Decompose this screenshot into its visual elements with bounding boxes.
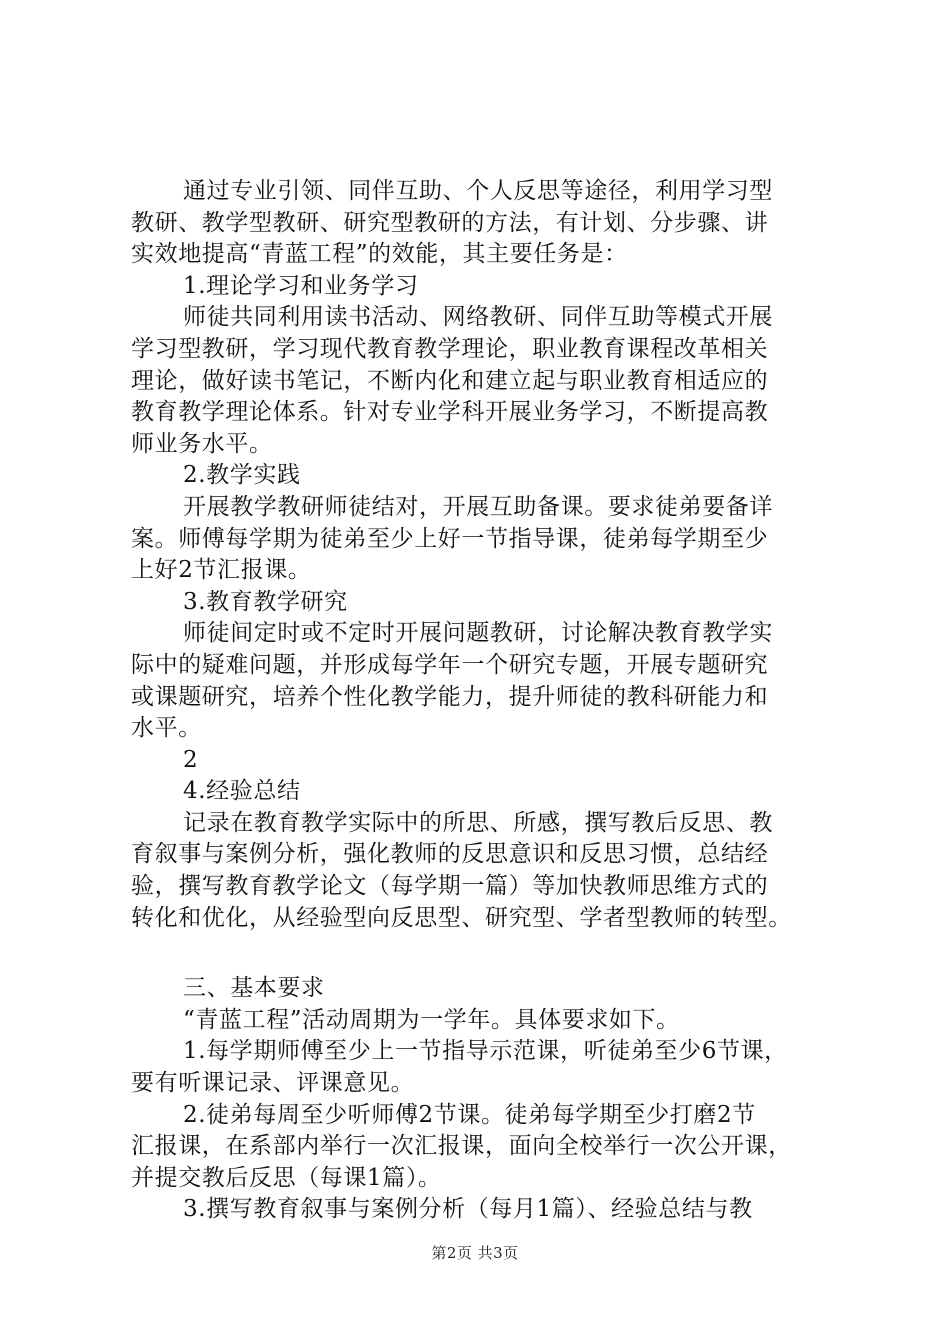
- text-line: 4.经验总结: [183, 778, 301, 805]
- body-section-tasks: [131, 176, 851, 934]
- text-line: 1.每学期师傅至少上一节指导示范课，听徒弟至少6节课，: [183, 1038, 788, 1065]
- text-line: 育叙事与案例分析，强化教师的反思意识和反思习惯，总结经: [131, 841, 769, 868]
- text-line: 学习型教研，学习现代教育教学理论，职业教育课程改革相关: [131, 335, 769, 362]
- text-line: 要有听课记录、评课意见。: [131, 1070, 415, 1097]
- text-line: 1.理论学习和业务学习: [183, 272, 419, 299]
- text-line: 3.教育教学研究: [183, 588, 348, 615]
- text-line: 记录在教育教学实际中的所思、所感，撰写教后反思、教: [183, 809, 773, 836]
- text-line: 师徒间定时或不定时开展问题教研，讨论解决教育教学实: [183, 620, 773, 647]
- text-line: 教育教学理论体系。针对专业学科开展业务学习，不断提高教: [131, 399, 769, 426]
- text-line: 水平。: [131, 715, 202, 742]
- text-line: 上好2节汇报课。: [131, 557, 312, 584]
- text-line: 实效地提高“青蓝工程”的效能，其主要任务是：: [131, 241, 628, 268]
- text-line: 师业务水平。: [131, 430, 273, 457]
- text-line: 案。师傅每学期为徒弟至少上好一节指导课，徒弟每学期至少: [131, 525, 769, 552]
- text-line: 并提交教后反思（每课1篇）。: [131, 1164, 442, 1191]
- text-line: 转化和优化，从经验型向反思型、研究型、学者型教师的转型。: [131, 904, 792, 931]
- text-line: 开展教学教研师徒结对，开展互助备课。要求徒弟要备详: [183, 493, 773, 520]
- text-line: 际中的疑难问题，并形成每学年一个研究专题，开展专题研究: [131, 651, 769, 678]
- text-line: “青蓝工程”活动周期为一学年。具体要求如下。: [183, 1006, 680, 1033]
- text-line: 理论，做好读书笔记，不断内化和建立起与职业教育相适应的: [131, 367, 769, 394]
- text-line: 或课题研究，培养个性化教学能力，提升师徒的教科研能力和: [131, 683, 769, 710]
- text-line: 验，撰写教育教学论文（每学期一篇）等加快教师思维方式的: [131, 873, 769, 900]
- paragraph-gap: [131, 934, 851, 973]
- text-line: 教研、教学型教研、研究型教研的方法，有计划、分步骤、讲: [131, 209, 769, 236]
- text-line: 通过专业引领、同伴互助、个人反思等途径，利用学习型: [183, 178, 773, 204]
- text-line: 2.教学实践: [183, 462, 301, 489]
- text-line: 三、基本要求: [183, 975, 325, 1002]
- text-line: 2.徒弟每周至少听师傅2节课。徒弟每学期至少打磨2节: [183, 1101, 756, 1128]
- text-line: 汇报课，在系部内举行一次汇报课，面向全校举行一次公开课，: [131, 1133, 792, 1160]
- text-line: 师徒共同利用读书活动、网络教研、同伴互助等模式开展: [183, 304, 773, 331]
- body-section-requirements: [131, 973, 851, 1226]
- text-line: 2: [183, 746, 199, 773]
- text-line: 3.撰写教育叙事与案例分析（每月1篇）、经验总结与教: [183, 1196, 753, 1223]
- page-number-footer: 第2页 共3页: [431, 1244, 519, 1262]
- document-body: [131, 176, 851, 1226]
